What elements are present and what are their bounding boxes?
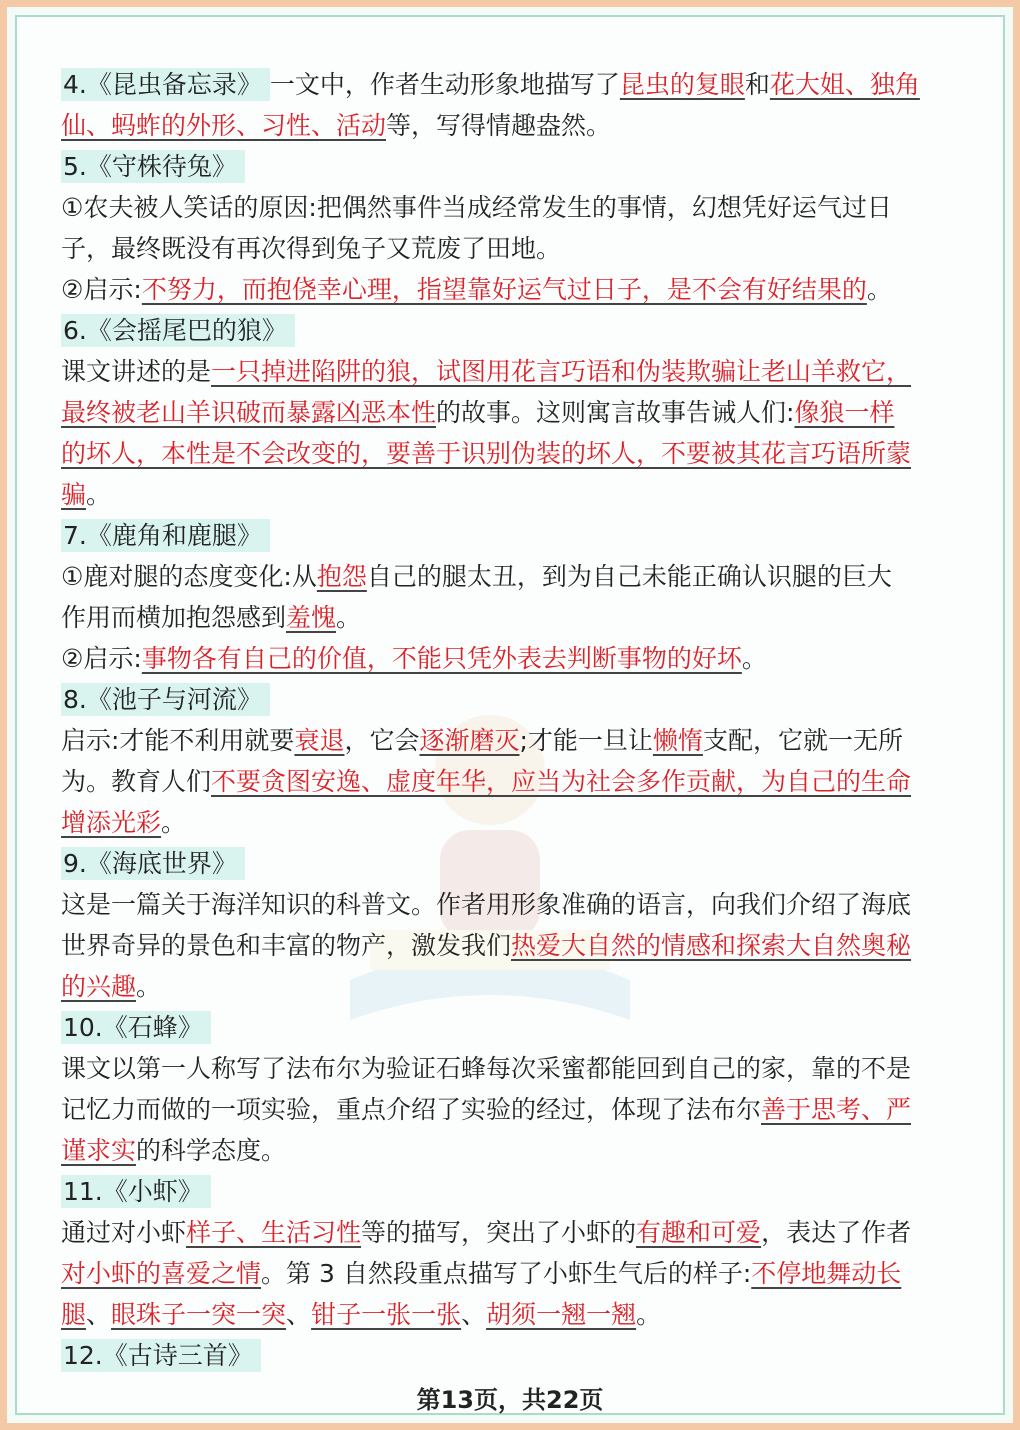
- answer-text: 骗: [61, 480, 87, 509]
- section-title: 10.《石蜂》: [61, 1011, 211, 1044]
- body-text: 的故事。这则寓言故事告诫人们:: [436, 398, 795, 427]
- section-title: 11.《小虾》: [61, 1175, 211, 1208]
- answer-text: 的兴趣: [61, 972, 137, 1001]
- body-text: 、: [286, 1300, 312, 1329]
- section-9-line-3: [61, 966, 961, 1007]
- answer-text: 善于思考、严: [761, 1095, 912, 1124]
- body-text: 。: [86, 480, 112, 509]
- body-text: ①鹿对腿的态度变化:从: [61, 562, 317, 591]
- section-title: 4.《昆虫备忘录》: [61, 68, 270, 101]
- section-6-line-4: [61, 474, 961, 515]
- body-text: 一文中，作者生动形象地描写了: [269, 70, 620, 99]
- section-4-line-1: [61, 64, 961, 105]
- answer-text: 昆虫的复眼: [619, 70, 745, 99]
- answer-text: 不停地舞动长: [751, 1259, 902, 1288]
- section-7-line-3: [61, 638, 961, 679]
- section-10-line-3: [61, 1130, 961, 1171]
- answer-text: 样子、生活习性: [186, 1218, 362, 1247]
- section-6-heading: [61, 310, 961, 351]
- body-text: 。: [636, 1300, 662, 1329]
- section-5-line-2: 子，最终既没有再次得到兔子又荒废了田地。: [61, 234, 562, 263]
- section-10-heading: [61, 1007, 961, 1048]
- section-12-heading: [61, 1335, 961, 1376]
- section-4-line-2: [61, 105, 961, 146]
- section-8-line-2: [61, 761, 961, 802]
- answer-text: 胡须一翘一翘: [486, 1300, 637, 1329]
- section-9-line-2: [61, 925, 961, 966]
- body-text: 和: [744, 70, 770, 99]
- answer-text: 的坏人，本性是不会改变的，要善于识别伪装的坏人，不要被其花言巧语所蒙: [61, 439, 912, 468]
- answer-text: 不努力，而抱侥幸心理，指望靠好运气过日子，是不会有好结果的: [141, 275, 867, 304]
- body-text: 等，写得情趣盎然。: [386, 111, 612, 140]
- section-title: 6.《会摇尾巴的狼》: [61, 314, 295, 347]
- body-text: 。: [136, 972, 162, 1001]
- section-title: 12.《古诗三首》: [61, 1339, 261, 1372]
- answer-text: 最终被老山羊识破而暴露凶恶本性: [61, 398, 437, 427]
- body-text: 作用而横加抱怨感到: [61, 603, 287, 632]
- body-text: 支配，它就一无所: [702, 726, 903, 755]
- section-6-line-2: [61, 392, 961, 433]
- body-text: 。: [161, 808, 187, 837]
- section-10-line-1: 课文以第一人称写了法布尔为验证石蜂每次采蜜都能回到自己的家，靠的不是: [61, 1054, 912, 1083]
- section-6-line-1: [61, 351, 961, 392]
- body-text: 。: [336, 603, 362, 632]
- body-text: 的科学态度。: [136, 1136, 287, 1165]
- section-5-heading: [61, 146, 961, 187]
- section-title: 8.《池子与河流》: [61, 683, 270, 716]
- section-5-line-3: [61, 269, 961, 310]
- answer-text: 逐渐磨灭: [419, 726, 520, 755]
- body-text: 自己的腿太丑，到为自己未能正确认识腿的巨大: [366, 562, 892, 591]
- answer-text: 仙、蚂蚱的外形、习性、活动: [61, 111, 387, 140]
- body-text: ;才能一旦让: [519, 726, 653, 755]
- section-11-heading: [61, 1171, 961, 1212]
- section-11-line-2: [61, 1253, 961, 1294]
- body-text: 通过对小虾: [61, 1218, 187, 1247]
- body-text: 、: [86, 1300, 112, 1329]
- section-7-line-1: [61, 556, 961, 597]
- section-10-line-2: [61, 1089, 961, 1130]
- answer-text: 一只掉进陷阱的狼，试图用花言巧语和伪装欺骗让老山羊救它，: [211, 357, 912, 386]
- body-text: 记忆力而做的一项实验，重点介绍了实验的经过，体现了法布尔: [61, 1095, 762, 1124]
- answer-text: 谨求实: [61, 1136, 137, 1165]
- section-9-line-1: 这是一篇关于海洋知识的科普文。作者用形象准确的语言，向我们介绍了海底: [61, 890, 912, 919]
- section-8-line-1: [61, 720, 961, 761]
- section-title: 7.《鹿角和鹿腿》: [61, 519, 270, 552]
- answer-text: 衰退: [294, 726, 345, 755]
- answer-text: 增添光彩: [61, 808, 162, 837]
- section-7-line-2: [61, 597, 961, 638]
- answer-text: 像狼一样: [794, 398, 895, 427]
- body-text: 世界奇异的景色和丰富的物产，激发我们: [61, 931, 512, 960]
- answer-text: 抱怨: [316, 562, 367, 591]
- answer-text: 对小虾的喜爱之情: [61, 1259, 262, 1288]
- section-9-heading: [61, 843, 961, 884]
- section-11-line-1: [61, 1212, 961, 1253]
- section-title: 9.《海底世界》: [61, 847, 245, 880]
- body-text: 启示:才能不利用就要: [61, 726, 295, 755]
- answer-text: 眼珠子一突一突: [111, 1300, 287, 1329]
- answer-text: 腿: [61, 1300, 87, 1329]
- body-text: 等的描写，突出了小虾的: [361, 1218, 637, 1247]
- answer-text: 热爱大自然的情感和探索大自然奥秘: [511, 931, 912, 960]
- answer-text: 钳子一张一张: [311, 1300, 462, 1329]
- answer-text: 花大姐、独角: [769, 70, 920, 99]
- body-text: 、: [461, 1300, 487, 1329]
- body-text: ②启示:: [61, 275, 142, 304]
- page-number-footer: 第13页，共22页: [416, 1386, 604, 1414]
- document-body: [61, 64, 961, 1376]
- section-title: 5.《守株待兔》: [61, 150, 245, 183]
- body-text: ②启示:: [61, 644, 142, 673]
- answer-text: 事物各有自己的价值，不能只凭外表去判断事物的好坏: [141, 644, 742, 673]
- section-6-line-3: [61, 433, 961, 474]
- answer-text: 有趣和可爱: [636, 1218, 762, 1247]
- body-text: ，表达了作者: [761, 1218, 912, 1247]
- section-8-heading: [61, 679, 961, 720]
- body-text: 。: [866, 275, 892, 304]
- body-text: 。第 3 自然段重点描写了小虾生气后的样子:: [261, 1259, 752, 1288]
- body-text: 课文讲述的是: [61, 357, 212, 386]
- body-text: 为。教育人们: [61, 767, 212, 796]
- answer-text: 懒惰: [652, 726, 703, 755]
- body-text: ，它会: [344, 726, 420, 755]
- section-11-line-3: [61, 1294, 961, 1335]
- section-8-line-3: [61, 802, 961, 843]
- body-text: 。: [741, 644, 767, 673]
- section-5-line-1: ①农夫被人笑话的原因:把偶然事件当成经常发生的事情，幻想凭好运气过日: [61, 193, 892, 222]
- section-7-heading: [61, 515, 961, 556]
- answer-text: 不要贪图安逸、虚度年华，应当为社会多作贡献，为自己的生命: [211, 767, 912, 796]
- answer-text: 羞愧: [286, 603, 337, 632]
